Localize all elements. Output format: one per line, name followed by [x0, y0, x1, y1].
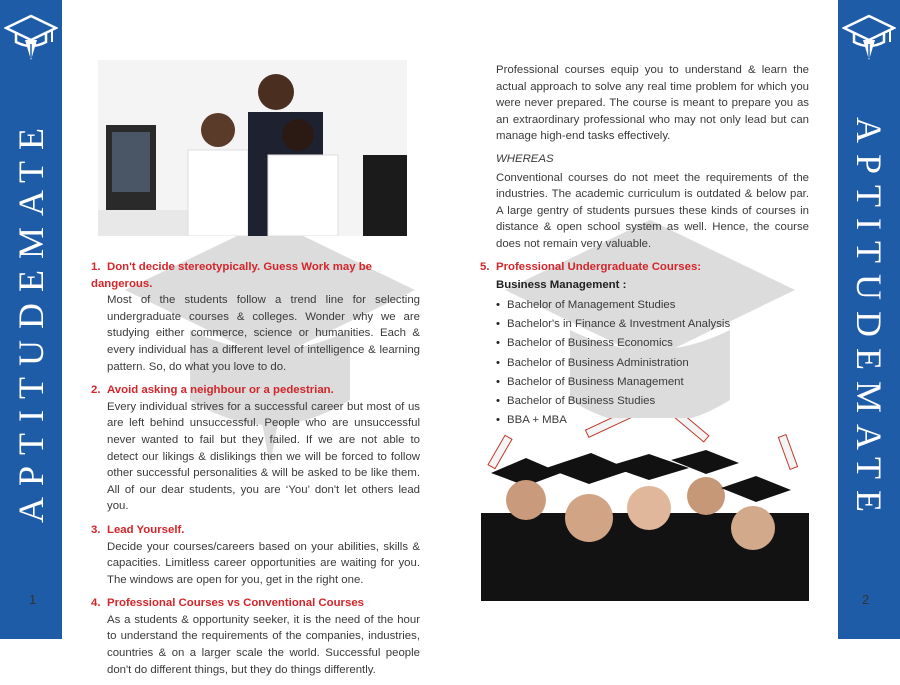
- item-body: Every individual strives for a successful career but most of us are left behind unsuccessful. People who are unsuccessful never wanted to fail but they failed. If we are not able to detect our likings & dislikings then we will be forced to follow other successful personalities & will be asked to be like them. All of our dear students, you are ‘You’ don't let others lead you.: [107, 400, 420, 513]
- right-brand-band: [838, 0, 900, 639]
- course-item: • Bachelor of Business Management: [496, 374, 809, 391]
- course-item: • Bachelor of Business Economics: [496, 335, 809, 352]
- item-title: 2. Avoid asking a neighbour or a pedestrian.: [91, 384, 334, 397]
- list-item: [91, 259, 420, 375]
- office-team-photo: [98, 60, 407, 236]
- vertical-brand-name: APTITUDEMATE: [11, 117, 51, 523]
- list-item: [91, 382, 420, 515]
- graduation-cap-pen-logo-icon: [4, 12, 58, 62]
- left-brand-band: [0, 0, 62, 639]
- item-body: As a students & opportunity seeker, it is the need of the hour to understand the requirements of the companies, industries, countries & on a larger scale the world. Successful people don't do different things, but they do things differently.: [107, 613, 420, 676]
- conventional-paragraph: Conventional courses do not meet the requirements of the industries. The academic curriculum is outdated & below par. A large gentry of students pursues these kinds of courses in distance & open school system as well. Hence, the course does not remain very valuable.: [496, 171, 809, 250]
- item-title: 4. Professional Courses vs Conventional Courses: [91, 597, 364, 610]
- item-body: Decide your courses/careers based on your abilities, skills & capacities. Limitless career opportunities are waiting for you. The windows are open for you, get in the right one.: [107, 540, 420, 586]
- course-item: • Bachelor of Business Administration: [496, 355, 809, 372]
- item-title: 3. Lead Yourself.: [91, 523, 185, 536]
- intro-paragraph: Professional courses equip you to understand & learn the actual approach to solve any real time problem for which you were never prepared. The course is meant to prepare you as an extraordinary professional who may not only lead but can manage high-end tasks effectively.: [496, 64, 809, 143]
- page-number-right: 2: [862, 592, 870, 607]
- business-management-heading: Business Management :: [496, 279, 627, 292]
- item-title: 5. Professional Undergraduate Courses:: [480, 260, 702, 273]
- right-column: [480, 62, 809, 432]
- course-item: • Bachelor's in Finance & Investment Analysis: [496, 316, 809, 333]
- course-item: • BBA + MBA: [496, 412, 809, 429]
- list-item: [480, 259, 809, 429]
- list-item: [91, 595, 420, 678]
- course-list: [480, 297, 809, 429]
- item-body: Most of the students follow a trend line for selecting undergraduate courses & colleges. Wonder why we are studying either commerce, science or humanities. Each & every individual has a different level of intelligence & learning pattern. So, do what you love to do.: [107, 294, 420, 373]
- graduates-celebrating-photo: [481, 418, 809, 601]
- item-title: 1. Don't decide stereotypically. Guess Work may be dangerous.: [91, 261, 372, 290]
- vertical-brand-name: APTITUDEMATE: [849, 117, 889, 523]
- course-item: • Bachelor of Management Studies: [496, 297, 809, 314]
- graduation-cap-pen-logo-icon: [842, 12, 896, 62]
- page-number-left: 1: [29, 592, 37, 607]
- list-item: [91, 522, 420, 588]
- course-item: • Bachelor of Business Studies: [496, 393, 809, 410]
- whereas-label: WHEREAS: [496, 152, 554, 165]
- left-column: [91, 259, 420, 685]
